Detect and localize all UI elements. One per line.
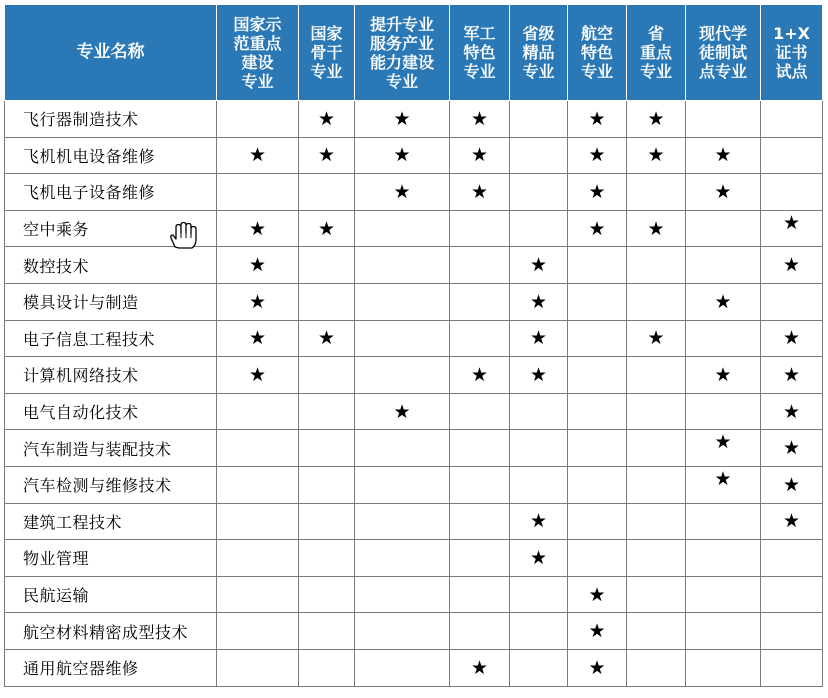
column-header-9: [761, 5, 823, 101]
mark-cell: [761, 613, 823, 650]
mark-cell: [217, 357, 299, 394]
column-header-label: 专业名称: [76, 42, 145, 62]
star-icon: ★: [248, 144, 267, 167]
mark-cell: [627, 357, 686, 394]
star-icon: ★: [393, 180, 411, 203]
mark-cell: [450, 393, 510, 430]
mark-cell: [686, 503, 761, 540]
column-header-label: 省 重点 专业: [639, 24, 672, 81]
mark-cell: [355, 430, 450, 467]
star-icon: ★: [588, 144, 606, 167]
mark-cell: [568, 540, 627, 577]
mark-cell: [217, 540, 299, 577]
mark-cell: [450, 466, 510, 503]
mark-cell: [217, 393, 299, 430]
star-icon: ★: [317, 327, 336, 350]
mark-cell: [510, 430, 568, 467]
star-icon: ★: [470, 656, 489, 679]
star-icon: ★: [782, 510, 801, 533]
star-icon: ★: [714, 431, 732, 454]
mark-cell: [355, 503, 450, 540]
mark-cell: [510, 503, 568, 540]
mark-cell: [627, 466, 686, 503]
table-row: [5, 210, 823, 247]
table-row: [5, 357, 823, 394]
mark-cell: [510, 247, 568, 284]
major-name-cell: 计算机网络技术: [5, 357, 217, 394]
major-name-cell: 通用航空器维修: [5, 649, 217, 686]
mark-cell: [761, 576, 823, 613]
star-icon: ★: [529, 254, 548, 277]
mark-cell: [627, 503, 686, 540]
mark-cell: [510, 357, 568, 394]
mark-cell: [761, 393, 823, 430]
mark-cell: [299, 466, 355, 503]
major-name-cell: 电气自动化技术: [5, 393, 217, 430]
mark-cell: [299, 430, 355, 467]
star-icon: ★: [782, 400, 801, 423]
mark-cell: [450, 576, 510, 613]
mark-cell: [510, 393, 568, 430]
table-row: [5, 649, 823, 686]
mark-cell: [450, 247, 510, 284]
mark-cell: [217, 613, 299, 650]
mark-cell: [686, 613, 761, 650]
mark-cell: [510, 320, 568, 357]
star-icon: ★: [782, 211, 801, 234]
major-name-cell: 电子信息工程技术: [5, 320, 217, 357]
column-header-major-name: [5, 5, 217, 101]
column-header-6: [568, 5, 627, 101]
major-name-cell: 汽车制造与装配技术: [5, 430, 217, 467]
star-icon: ★: [588, 217, 606, 240]
mark-cell: [299, 247, 355, 284]
column-header-1: [217, 5, 299, 101]
mark-cell: [355, 576, 450, 613]
mark-cell: [299, 503, 355, 540]
mark-cell: [217, 174, 299, 211]
mark-cell: [355, 613, 450, 650]
mark-cell: [450, 137, 510, 174]
mark-cell: [761, 174, 823, 211]
star-icon: ★: [393, 107, 411, 130]
column-header-8: [686, 5, 761, 101]
star-icon: ★: [529, 510, 548, 533]
star-icon: ★: [529, 546, 548, 569]
table-row: [5, 393, 823, 430]
mark-cell: [217, 503, 299, 540]
star-icon: ★: [529, 290, 548, 313]
mark-cell: [510, 649, 568, 686]
mark-cell: [217, 283, 299, 320]
table-row: [5, 430, 823, 467]
star-icon: ★: [714, 363, 732, 386]
mark-cell: [568, 430, 627, 467]
star-icon: ★: [248, 254, 267, 277]
mark-cell: [686, 283, 761, 320]
mark-cell: [299, 174, 355, 211]
mark-cell: [355, 466, 450, 503]
mark-cell: [627, 613, 686, 650]
mark-cell: [217, 247, 299, 284]
star-icon: ★: [647, 327, 665, 350]
mark-cell: [686, 649, 761, 686]
table-row: [5, 247, 823, 284]
mark-cell: [355, 283, 450, 320]
mark-cell: [568, 466, 627, 503]
table-row: [5, 174, 823, 211]
table-row: [5, 576, 823, 613]
column-header-label: 军工 特色 专业: [463, 24, 496, 81]
major-name-cell: 飞机电子设备维修: [5, 174, 217, 211]
column-header-label: 国家 骨干 专业: [310, 24, 343, 81]
major-name-cell: 空中乘务: [5, 210, 217, 247]
table-row: [5, 137, 823, 174]
mark-cell: [355, 174, 450, 211]
mark-cell: [627, 540, 686, 577]
mark-cell: [686, 137, 761, 174]
table-row: [5, 540, 823, 577]
mark-cell: [355, 101, 450, 138]
star-icon: ★: [317, 107, 336, 130]
mark-cell: [355, 320, 450, 357]
mark-cell: [568, 283, 627, 320]
mark-cell: [686, 210, 761, 247]
star-icon: ★: [529, 363, 548, 386]
table-row: [5, 283, 823, 320]
mark-cell: [627, 393, 686, 430]
mark-cell: [450, 283, 510, 320]
mark-cell: [568, 247, 627, 284]
mark-cell: [450, 101, 510, 138]
mark-cell: [627, 137, 686, 174]
mark-cell: [627, 101, 686, 138]
star-icon: ★: [782, 363, 801, 386]
mark-cell: [686, 430, 761, 467]
column-header-2: [299, 5, 355, 101]
mark-cell: [568, 137, 627, 174]
star-icon: ★: [470, 180, 489, 203]
mark-cell: [510, 137, 568, 174]
mark-cell: [217, 137, 299, 174]
column-header-7: [627, 5, 686, 101]
star-icon: ★: [317, 144, 336, 167]
mark-cell: [217, 320, 299, 357]
mark-cell: [627, 430, 686, 467]
column-header-label: 现代学 徒制试 点专业: [698, 24, 747, 81]
star-icon: ★: [782, 437, 801, 460]
mark-cell: [686, 540, 761, 577]
star-icon: ★: [317, 217, 336, 240]
table-row: [5, 101, 823, 138]
mark-cell: [217, 430, 299, 467]
mark-cell: [761, 210, 823, 247]
mark-cell: [761, 283, 823, 320]
mark-cell: [627, 320, 686, 357]
table-row: [5, 613, 823, 650]
mark-cell: [450, 613, 510, 650]
star-icon: ★: [588, 583, 606, 606]
mark-cell: [450, 503, 510, 540]
star-icon: ★: [782, 473, 801, 496]
mark-cell: [568, 503, 627, 540]
mark-cell: [761, 137, 823, 174]
star-icon: ★: [588, 180, 606, 203]
mark-cell: [568, 613, 627, 650]
mark-cell: [299, 576, 355, 613]
table-body: [5, 101, 823, 687]
table-header-row: [5, 5, 823, 101]
mark-cell: [568, 649, 627, 686]
major-name-cell: 汽车检测与维修技术: [5, 466, 217, 503]
major-name-cell: 航空材料精密成型技术: [5, 613, 217, 650]
column-header-5: [510, 5, 568, 101]
star-icon: ★: [782, 327, 801, 350]
column-header-label: 国家示 范重点 建设 专业: [233, 14, 282, 91]
mark-cell: [510, 466, 568, 503]
star-icon: ★: [714, 180, 732, 203]
mark-cell: [761, 466, 823, 503]
mark-cell: [568, 174, 627, 211]
mark-cell: [450, 320, 510, 357]
mark-cell: [450, 210, 510, 247]
major-name-cell: 数控技术: [5, 247, 217, 284]
mark-cell: [568, 357, 627, 394]
mark-cell: [510, 540, 568, 577]
mark-cell: [761, 503, 823, 540]
mark-cell: [627, 576, 686, 613]
mark-cell: [568, 576, 627, 613]
star-icon: ★: [714, 290, 732, 313]
star-icon: ★: [470, 144, 489, 167]
mark-cell: [299, 210, 355, 247]
star-icon: ★: [248, 363, 267, 386]
table-row: [5, 320, 823, 357]
star-icon: ★: [470, 363, 489, 386]
mark-cell: [450, 174, 510, 211]
mark-cell: [568, 393, 627, 430]
mark-cell: [761, 540, 823, 577]
major-name-cell: 飞行器制造技术: [5, 101, 217, 138]
table-row: [5, 503, 823, 540]
mark-cell: [299, 137, 355, 174]
column-header-label: 省级 精品 专业: [522, 24, 555, 81]
mark-cell: [510, 283, 568, 320]
mark-cell: [686, 576, 761, 613]
column-header-label: 航空 特色 专业: [580, 24, 613, 81]
mark-cell: [510, 613, 568, 650]
major-name-cell: 建筑工程技术: [5, 503, 217, 540]
star-icon: ★: [588, 656, 606, 679]
mark-cell: [568, 101, 627, 138]
table-row: [5, 466, 823, 503]
mark-cell: [686, 466, 761, 503]
mark-cell: [686, 247, 761, 284]
mark-cell: [355, 357, 450, 394]
column-header-4: [450, 5, 510, 101]
mark-cell: [761, 430, 823, 467]
mark-cell: [217, 576, 299, 613]
mark-cell: [299, 393, 355, 430]
star-icon: ★: [588, 620, 606, 643]
column-header-label: 1+X 证书 试点: [773, 24, 810, 81]
mark-cell: [450, 357, 510, 394]
major-name-cell: 物业管理: [5, 540, 217, 577]
star-icon: ★: [248, 290, 267, 313]
mark-cell: [299, 283, 355, 320]
mark-cell: [761, 101, 823, 138]
major-name-cell: 模具设计与制造: [5, 283, 217, 320]
mark-cell: [627, 649, 686, 686]
mark-cell: [510, 210, 568, 247]
majors-table: [4, 4, 823, 687]
mark-cell: [355, 393, 450, 430]
mark-cell: [627, 174, 686, 211]
star-icon: ★: [393, 400, 411, 423]
major-name-cell: 飞机机电设备维修: [5, 137, 217, 174]
mark-cell: [299, 613, 355, 650]
mark-cell: [450, 540, 510, 577]
star-icon: ★: [782, 254, 801, 277]
mark-cell: [568, 210, 627, 247]
mark-cell: [355, 137, 450, 174]
mark-cell: [510, 174, 568, 211]
mark-cell: [299, 540, 355, 577]
major-name-cell: 民航运输: [5, 576, 217, 613]
mark-cell: [217, 649, 299, 686]
mark-cell: [450, 430, 510, 467]
star-icon: ★: [393, 144, 411, 167]
column-header-3: [355, 5, 450, 101]
star-icon: ★: [248, 217, 267, 240]
mark-cell: [761, 649, 823, 686]
mark-cell: [299, 101, 355, 138]
mark-cell: [217, 101, 299, 138]
mark-cell: [686, 393, 761, 430]
star-icon: ★: [714, 467, 732, 490]
mark-cell: [627, 283, 686, 320]
mark-cell: [355, 247, 450, 284]
mark-cell: [761, 320, 823, 357]
mark-cell: [510, 101, 568, 138]
mark-cell: [217, 210, 299, 247]
star-icon: ★: [647, 144, 665, 167]
star-icon: ★: [647, 107, 665, 130]
mark-cell: [355, 210, 450, 247]
star-icon: ★: [248, 327, 267, 350]
mark-cell: [299, 649, 355, 686]
hand-pointer-icon: [167, 221, 201, 251]
mark-cell: [355, 540, 450, 577]
star-icon: ★: [647, 217, 665, 240]
mark-cell: [686, 174, 761, 211]
mark-cell: [686, 320, 761, 357]
mark-cell: [510, 576, 568, 613]
mark-cell: [761, 247, 823, 284]
star-icon: ★: [714, 144, 732, 167]
mark-cell: [450, 649, 510, 686]
mark-cell: [627, 210, 686, 247]
mark-cell: [568, 320, 627, 357]
mark-cell: [627, 247, 686, 284]
mark-cell: [299, 357, 355, 394]
mark-cell: [686, 357, 761, 394]
star-icon: ★: [470, 107, 489, 130]
mark-cell: [217, 466, 299, 503]
column-header-label: 提升专业 服务产业 能力建设 专业: [369, 14, 434, 91]
mark-cell: [686, 101, 761, 138]
mark-cell: [299, 320, 355, 357]
mark-cell: [761, 357, 823, 394]
star-icon: ★: [529, 327, 548, 350]
mark-cell: [355, 649, 450, 686]
star-icon: ★: [588, 107, 606, 130]
